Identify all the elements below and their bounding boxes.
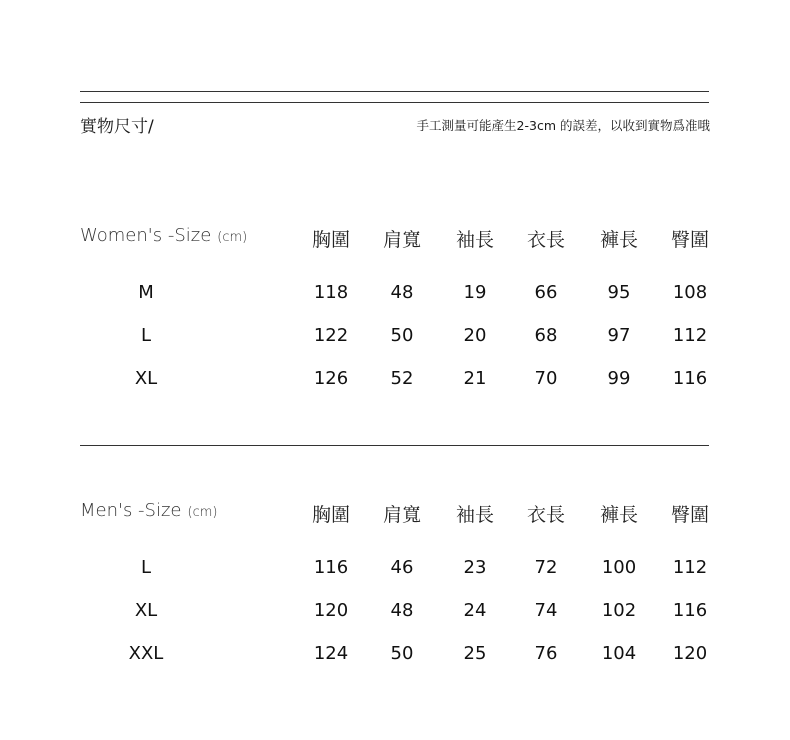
- cell-hip: 116: [672, 368, 708, 389]
- cell-shoulder: 50: [390, 325, 414, 346]
- cell-sleeve: 20: [463, 325, 487, 346]
- men-size-label: Men's -Size: [80, 500, 182, 521]
- size-label: L: [140, 557, 152, 578]
- column-header-shoulder: 肩寬: [382, 504, 421, 526]
- column-header-chest: 胸圍: [311, 229, 350, 251]
- cell-pants-length: 99: [607, 368, 631, 389]
- cell-pants-length: 100: [601, 557, 637, 578]
- size-label: XL: [134, 600, 158, 621]
- top-rule-lower: [80, 102, 709, 103]
- cell-chest: 124: [313, 643, 349, 664]
- cell-length: 66: [534, 282, 558, 303]
- men-size-heading: [80, 500, 217, 521]
- column-header-chest: 胸圍: [311, 504, 350, 526]
- cell-hip: 116: [672, 600, 708, 621]
- cell-hip: 112: [672, 557, 708, 578]
- page-title: 實物尺寸/: [80, 117, 154, 137]
- column-header-pants-length: 褲長: [599, 504, 638, 526]
- cell-length: 72: [534, 557, 558, 578]
- cell-chest: 122: [313, 325, 349, 346]
- cell-pants-length: 95: [607, 282, 631, 303]
- column-header-sleeve: 袖長: [455, 504, 494, 526]
- cell-sleeve: 24: [463, 600, 487, 621]
- cell-length: 68: [534, 325, 558, 346]
- cell-shoulder: 46: [390, 557, 414, 578]
- size-label: L: [140, 325, 152, 346]
- cell-length: 76: [534, 643, 558, 664]
- column-header-sleeve: 袖長: [455, 229, 494, 251]
- table-row: [80, 282, 720, 312]
- cell-sleeve: 23: [463, 557, 487, 578]
- top-rule-upper: [80, 91, 709, 92]
- cell-chest: 118: [313, 282, 349, 303]
- cell-sleeve: 19: [463, 282, 487, 303]
- cell-chest: 120: [313, 600, 349, 621]
- cell-pants-length: 102: [601, 600, 637, 621]
- cell-hip: 108: [672, 282, 708, 303]
- cell-shoulder: 50: [390, 643, 414, 664]
- table-row: [80, 643, 720, 673]
- cell-length: 70: [534, 368, 558, 389]
- column-header-length: 衣長: [526, 229, 565, 251]
- column-header-shoulder: 肩寬: [382, 229, 421, 251]
- table-row: [80, 557, 720, 587]
- size-label: XL: [134, 368, 158, 389]
- men-size-unit: (cm): [187, 505, 218, 520]
- cell-hip: 112: [672, 325, 708, 346]
- women-size-label: Women's -Size: [80, 225, 212, 246]
- column-header-length: 衣長: [526, 504, 565, 526]
- cell-shoulder: 48: [390, 282, 414, 303]
- column-header-pants-length: 褲長: [599, 229, 638, 251]
- cell-shoulder: 48: [390, 600, 414, 621]
- cell-sleeve: 21: [463, 368, 487, 389]
- table-row: [80, 600, 720, 630]
- cell-length: 74: [534, 600, 558, 621]
- women-size-heading: [80, 225, 247, 246]
- cell-pants-length: 97: [607, 325, 631, 346]
- section-divider: [80, 445, 709, 446]
- cell-chest: 116: [313, 557, 349, 578]
- measurement-note: 手工測量可能產生2-3cm 的誤差，以收到實物爲准哦: [416, 118, 710, 133]
- column-header-hip: 臀圍: [670, 504, 709, 526]
- cell-hip: 120: [672, 643, 708, 664]
- column-header-hip: 臀圍: [670, 229, 709, 251]
- women-size-unit: (cm): [217, 230, 248, 245]
- cell-pants-length: 104: [601, 643, 637, 664]
- size-label: M: [138, 282, 154, 303]
- cell-sleeve: 25: [463, 643, 487, 664]
- table-row: [80, 368, 720, 398]
- table-row: [80, 325, 720, 355]
- cell-chest: 126: [313, 368, 349, 389]
- cell-shoulder: 52: [390, 368, 414, 389]
- size-label: XXL: [128, 643, 164, 664]
